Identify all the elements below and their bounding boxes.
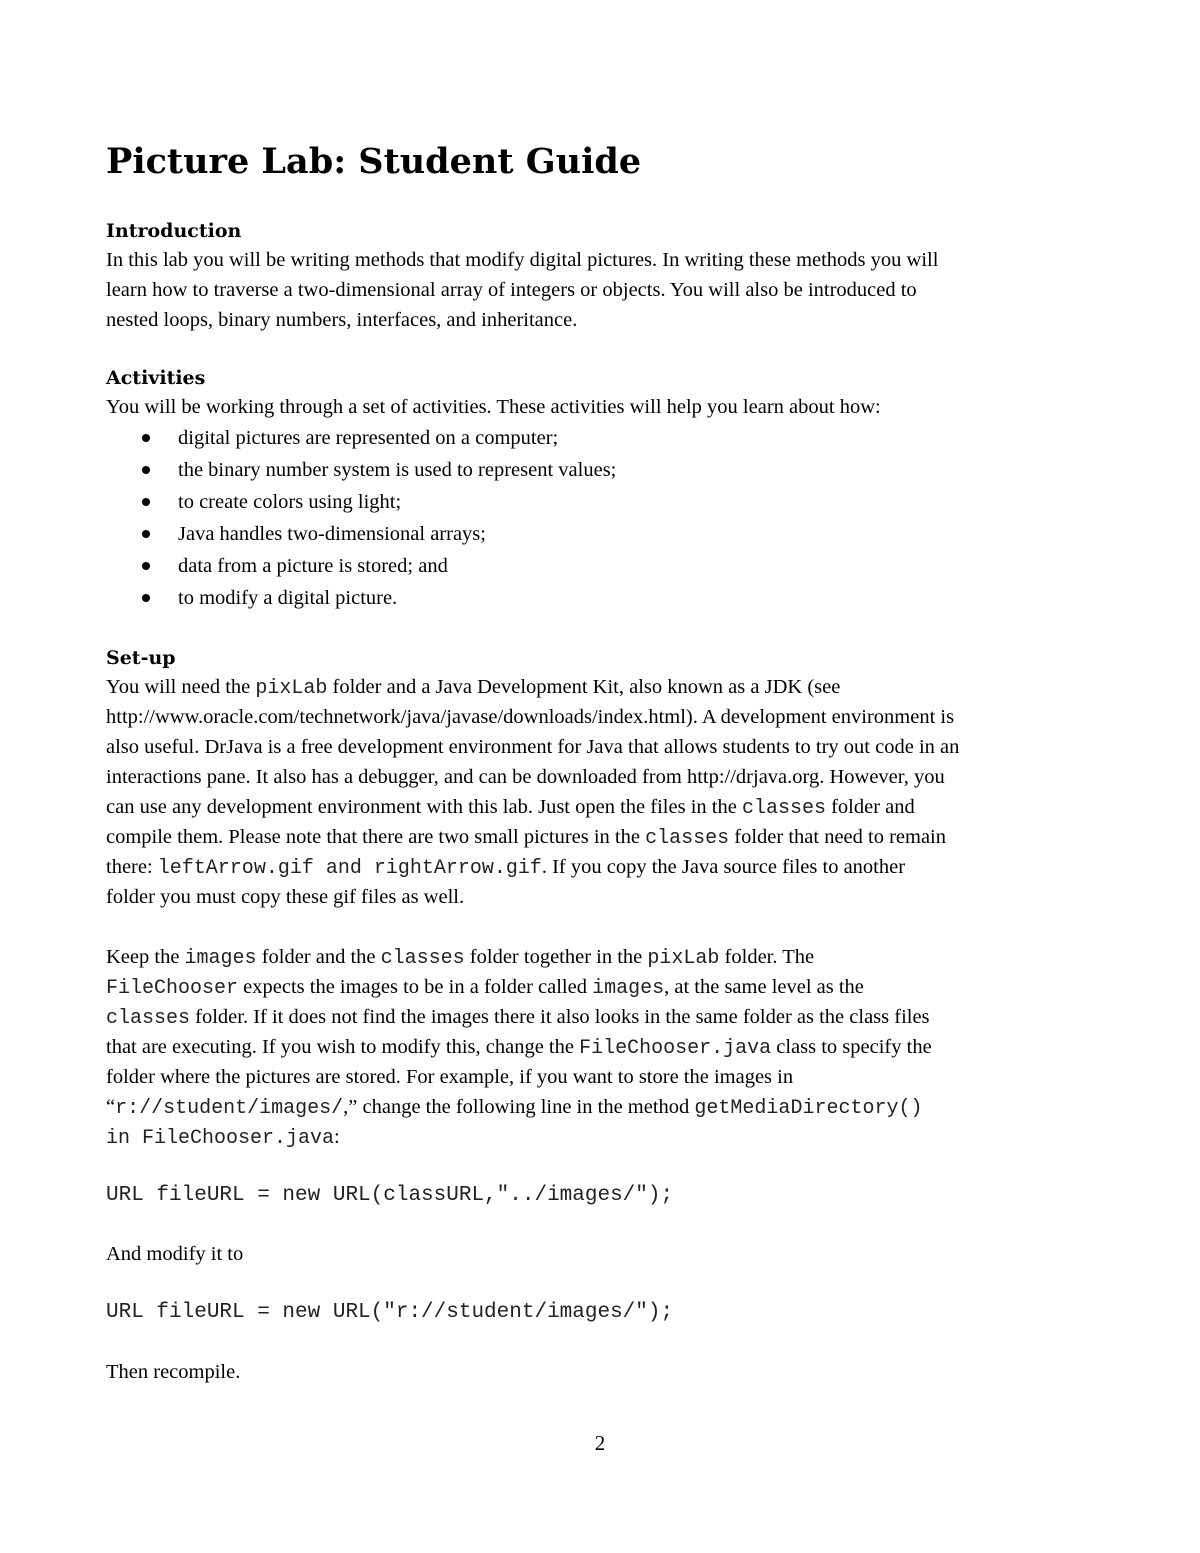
setup-line — [106, 972, 1106, 1002]
introduction-line: In this lab you will be writing methods that modify digital pictures. In writing these methods you will — [106, 249, 939, 271]
page-number: 2 — [594, 1431, 606, 1455]
code-file-name: FileChooser.java — [579, 1037, 772, 1060]
introduction-line: nested loops, binary numbers, interfaces, and inheritance. — [106, 309, 578, 331]
setup-line: folder you must copy these gif files as well. — [106, 886, 465, 908]
code-folder-name: classes — [380, 947, 465, 970]
setup-paragraph-1 — [106, 672, 1106, 912]
activities-intro — [106, 392, 1106, 422]
text-run: folder. If it does not find the images there it also looks in the same folder as the class files — [190, 1006, 930, 1028]
activities-heading: Activities — [106, 367, 206, 389]
text-run: “ — [106, 1096, 116, 1118]
setup-line — [106, 1092, 1106, 1122]
text-run: . If you copy the Java source files to another — [541, 856, 906, 878]
text-run: folder and a Java Development Kit, also known as a JDK (see — [327, 676, 841, 698]
text-run: folder and — [825, 796, 915, 818]
setup-line: folder where the pictures are stored. For example, if you want to store the images in — [106, 1066, 794, 1088]
code-folder-name: classes — [106, 1007, 191, 1030]
setup-line: interactions pane. It also has a debugger, and can be downloaded from http://drjava.org. However, you — [106, 766, 945, 788]
introduction-section — [106, 217, 1106, 335]
text-run: : — [334, 1126, 340, 1148]
bullet-icon — [142, 530, 150, 538]
code-file-name: in FileChooser.java — [106, 1127, 335, 1150]
modify-instruction: And modify it to — [106, 1243, 244, 1265]
text-run: You will need the — [106, 676, 256, 698]
setup-heading: Set-up — [106, 647, 176, 669]
list-item — [106, 454, 1106, 486]
list-item — [106, 518, 1106, 550]
code-folder-name: classes — [645, 827, 730, 850]
setup-line — [106, 672, 1106, 702]
text-run: , at the same level as the — [664, 976, 864, 998]
text-run: can use any development environment with this lab. Just open the files in the — [106, 796, 742, 818]
text-run: ,” change the following line in the method — [343, 1096, 695, 1118]
text-run: folder and the — [256, 946, 381, 968]
bullet-icon — [142, 434, 150, 442]
text-run: expects the images to be in a folder called — [238, 976, 593, 998]
list-item — [106, 550, 1106, 582]
list-item-text: the binary number system is used to represent values; — [178, 459, 617, 481]
code-line-modified: URL fileURL = new URL("r://student/images/"); — [106, 1301, 674, 1324]
code-folder-name: images — [592, 977, 665, 1000]
code-line-original: URL fileURL = new URL(classURL,"../images/"); — [106, 1184, 674, 1207]
bullet-icon — [142, 562, 150, 570]
setup-paragraph-2-body — [106, 942, 1106, 1152]
list-item — [106, 582, 1106, 614]
introduction-paragraph — [106, 245, 1106, 335]
list-item-text: to create colors using light; — [178, 491, 402, 513]
setup-line — [106, 852, 1106, 882]
code-folder-name: pixLab — [647, 947, 720, 970]
code-folder-name: classes — [741, 797, 826, 820]
setup-line — [106, 1122, 1106, 1152]
code-folder-name: images — [184, 947, 257, 970]
introduction-heading: Introduction — [106, 220, 242, 242]
activities-section — [106, 364, 1106, 614]
code-class-name: FileChooser — [106, 977, 239, 1000]
setup-line — [106, 1002, 1106, 1032]
setup-line — [106, 942, 1106, 972]
text-run: folder. The — [719, 946, 815, 968]
text-run: there: — [106, 856, 158, 878]
setup-line: http://www.oracle.com/technetwork/java/javase/downloads/index.html). A development environment is — [106, 706, 955, 728]
text-run: folder together in the — [464, 946, 648, 968]
list-item-text: to modify a digital picture. — [178, 587, 398, 609]
introduction-line: learn how to traverse a two-dimensional array of integers or objects. You will also be introduced to — [106, 279, 917, 301]
text-run: Keep the — [106, 946, 185, 968]
setup-section — [106, 644, 1106, 912]
list-item — [106, 486, 1106, 518]
activities-list — [106, 422, 1106, 614]
activities-intro-text: You will be working through a set of activities. These activities will help you learn about how: — [106, 396, 881, 418]
setup-line — [106, 792, 1106, 822]
code-method-name: getMediaDirectory() — [694, 1097, 923, 1120]
setup-line: also useful. DrJava is a free development environment for Java that allows students to try out code in an — [106, 736, 960, 758]
list-item — [106, 422, 1106, 454]
closing-instruction: Then recompile. — [106, 1361, 241, 1383]
setup-line — [106, 822, 1106, 852]
bullet-icon — [142, 498, 150, 506]
code-folder-name: pixLab — [255, 677, 328, 700]
list-item-text: data from a picture is stored; and — [178, 555, 448, 577]
code-path: r://student/images/ — [115, 1097, 344, 1120]
list-item-text: digital pictures are represented on a computer; — [178, 427, 559, 449]
setup-paragraph-2 — [106, 942, 1106, 1152]
bullet-icon — [142, 466, 150, 474]
code-file-names: leftArrow.gif and rightArrow.gif — [157, 857, 542, 880]
page-title: Picture Lab: Student Guide — [106, 141, 642, 182]
bullet-icon — [142, 594, 150, 602]
setup-line — [106, 1032, 1106, 1062]
text-run: that are executing. If you wish to modify this, change the — [106, 1036, 580, 1058]
text-run: class to specify the — [771, 1036, 932, 1058]
text-run: compile them. Please note that there are two small pictures in the — [106, 826, 646, 848]
list-item-text: Java handles two-dimensional arrays; — [178, 523, 486, 545]
text-run: folder that need to remain — [729, 826, 946, 848]
